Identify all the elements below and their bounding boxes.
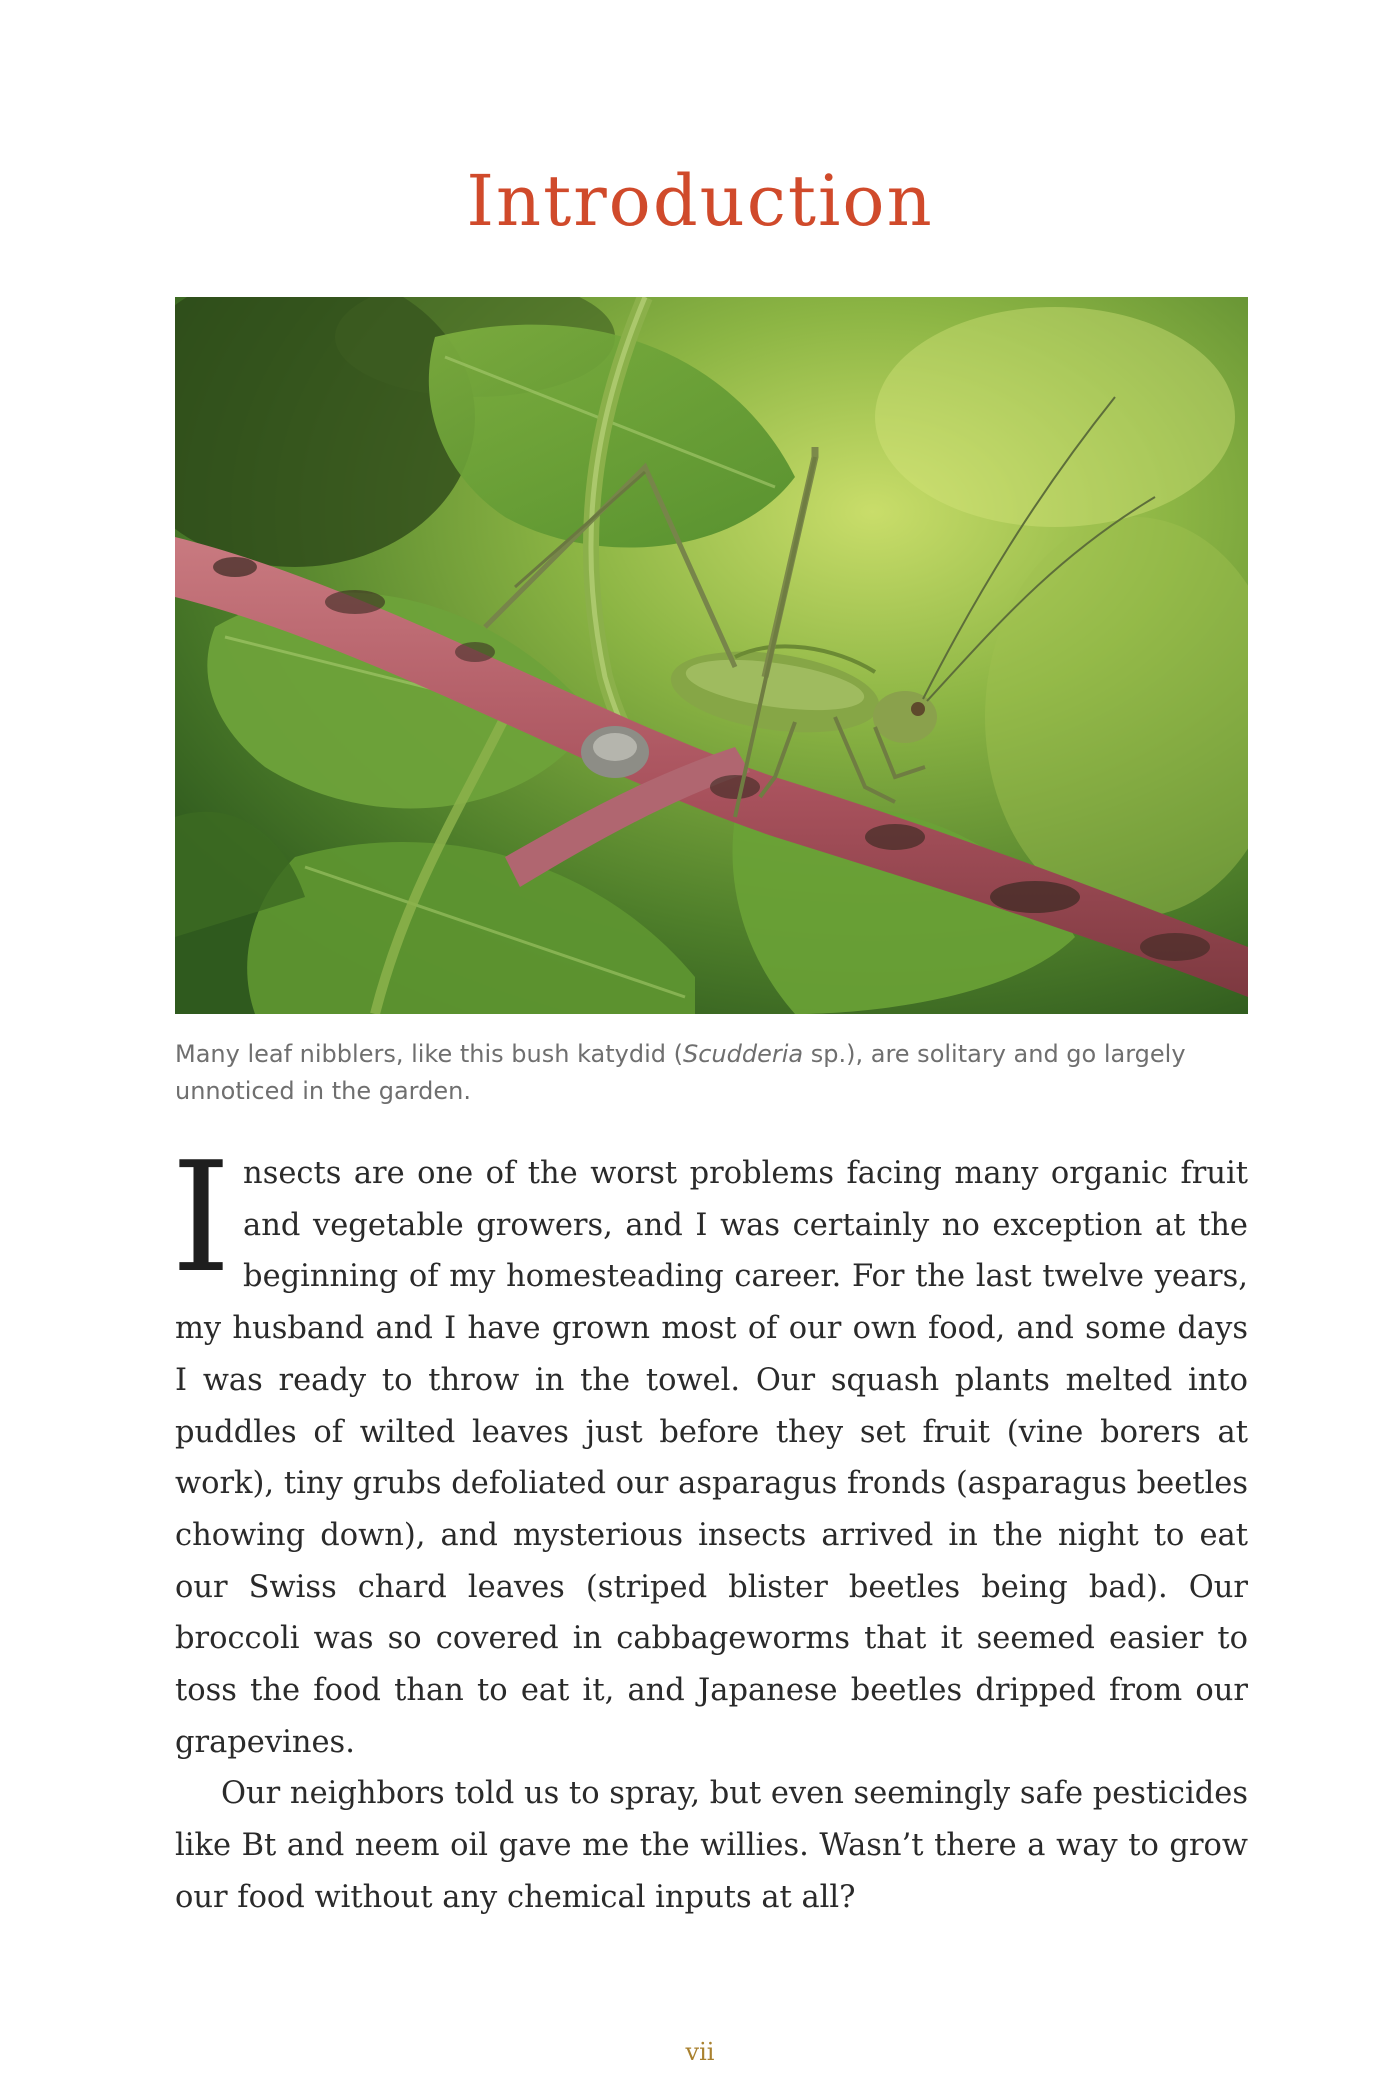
photo-caption: [175, 1036, 1248, 1110]
katydid-photo: [175, 297, 1248, 1014]
caption-text-start: Many leaf nibblers, like this bush katydid (: [175, 1040, 683, 1068]
paragraph-1-text: nsects are one of the worst problems facing many organic fruit and vegetable growers, and I was certainly no exception at the beginning of my homesteading career. For the last twelve years, my husband and I have grown most of our own food, and some days I was ready to throw in the towel. Our squash plants melted into puddles of wilted leaves just before they set fruit (vine borers at work), tiny grubs defoliated our asparagus fronds (asparagus beetles chowing down), and mysterious insects arrived in the night to eat our Swiss chard leaves (striped blister beetles being bad). Our broccoli was so covered in cabbageworms that it seemed easier to toss the food than to eat it, and Japanese beetles dripped from our grapevines.: [175, 1156, 1248, 1760]
page-number: vii: [685, 2038, 715, 2066]
chapter-title: Introduction: [466, 160, 934, 242]
katydid-illustration: [175, 297, 1248, 1014]
caption-text-end: sp.), are solitary and go largely unnoticed in the garden.: [175, 1040, 1186, 1105]
drop-cap: I: [171, 1129, 232, 1306]
paragraph-2: Our neighbors told us to spray, but even seemingly safe pesticides like Bt and neem oil gave me the willies. Wasn’t there a way to grow our food without any chemical inputs at all?: [175, 1776, 1248, 1915]
paragraph-1: [171, 1129, 1248, 1768]
body-text: [171, 1129, 1248, 1924]
caption-scientific-name: Scudderia: [683, 1040, 804, 1068]
